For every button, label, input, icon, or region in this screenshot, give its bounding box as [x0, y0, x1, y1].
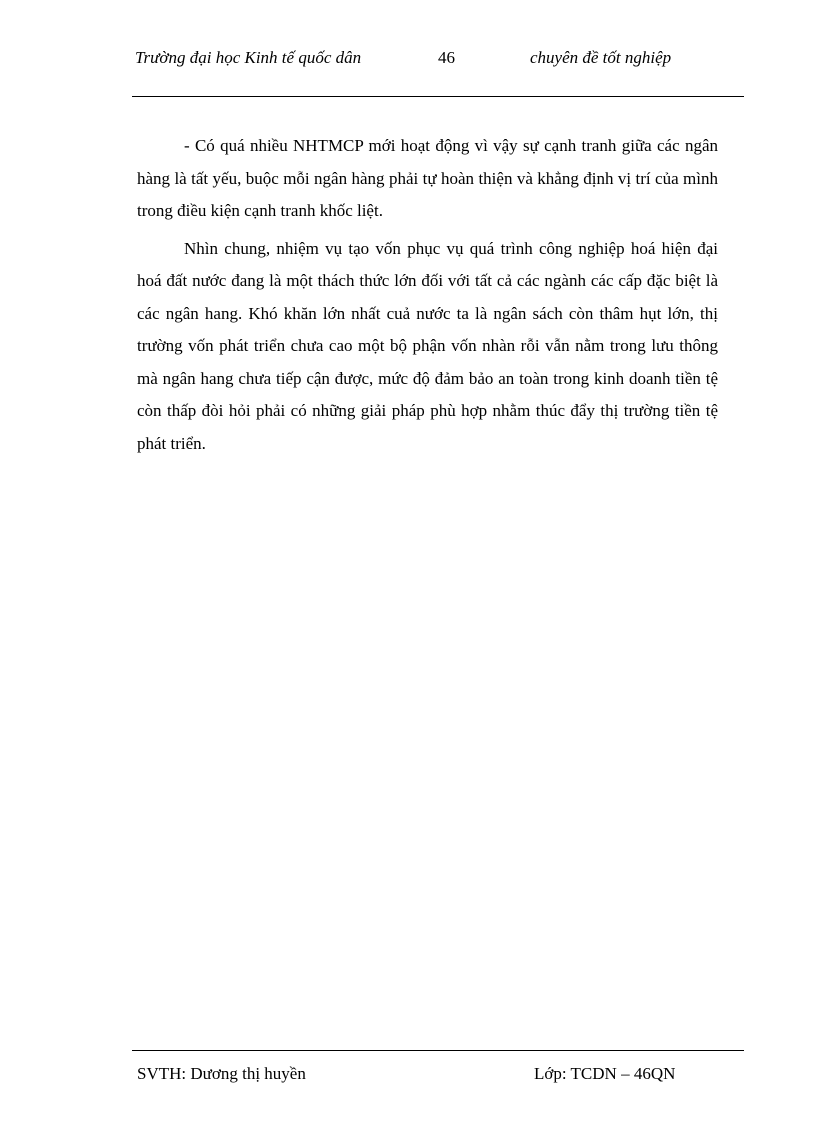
header-document-type: chuyên đề tốt nghiệp	[530, 48, 672, 67]
footer-divider	[132, 1050, 744, 1051]
header-divider	[132, 96, 744, 97]
header-page-number: 46	[438, 48, 455, 67]
footer-student-name: SVTH: Dương thị huyền	[137, 1064, 306, 1083]
document-body	[137, 130, 718, 465]
page-header	[135, 48, 741, 74]
body-paragraph: - Có quá nhiều NHTMCP mới hoạt động vì vậy sự cạnh tranh giữa các ngân hàng là tất yếu, buộc mỗi ngân hàng phải tự hoàn thiện và khẳng định vị trí của mình trong điều kiện cạnh tranh khốc liệt.	[137, 136, 718, 220]
header-school-name: Trường đại học Kinh tế quốc dân	[135, 48, 362, 67]
page-footer	[137, 1064, 718, 1090]
body-paragraph: Nhìn chung, nhiệm vụ tạo vốn phục vụ quá trình công nghiệp hoá hiện đại hoá đất nước đang là một thách thức lớn đối với tất cả các ngành các cấp đặc biệt là các ngân hang. Khó khăn lớn nhất cuả nước ta là ngân sách còn thâm hụt lớn, thị trường vốn phát triển chưa cao một bộ phận vốn nhàn rỗi vẫn nằm trong lưu thông mà ngân hang chưa tiếp cận được, mức độ đảm bảo an toàn trong kinh doanh tiền tệ còn thấp đòi hỏi phải có những giải pháp phù hợp nhằm thúc đẩy thị trường tiền tệ phát triển.	[137, 238, 718, 453]
footer-class-name: Lớp: TCDN – 46QN	[534, 1064, 676, 1083]
